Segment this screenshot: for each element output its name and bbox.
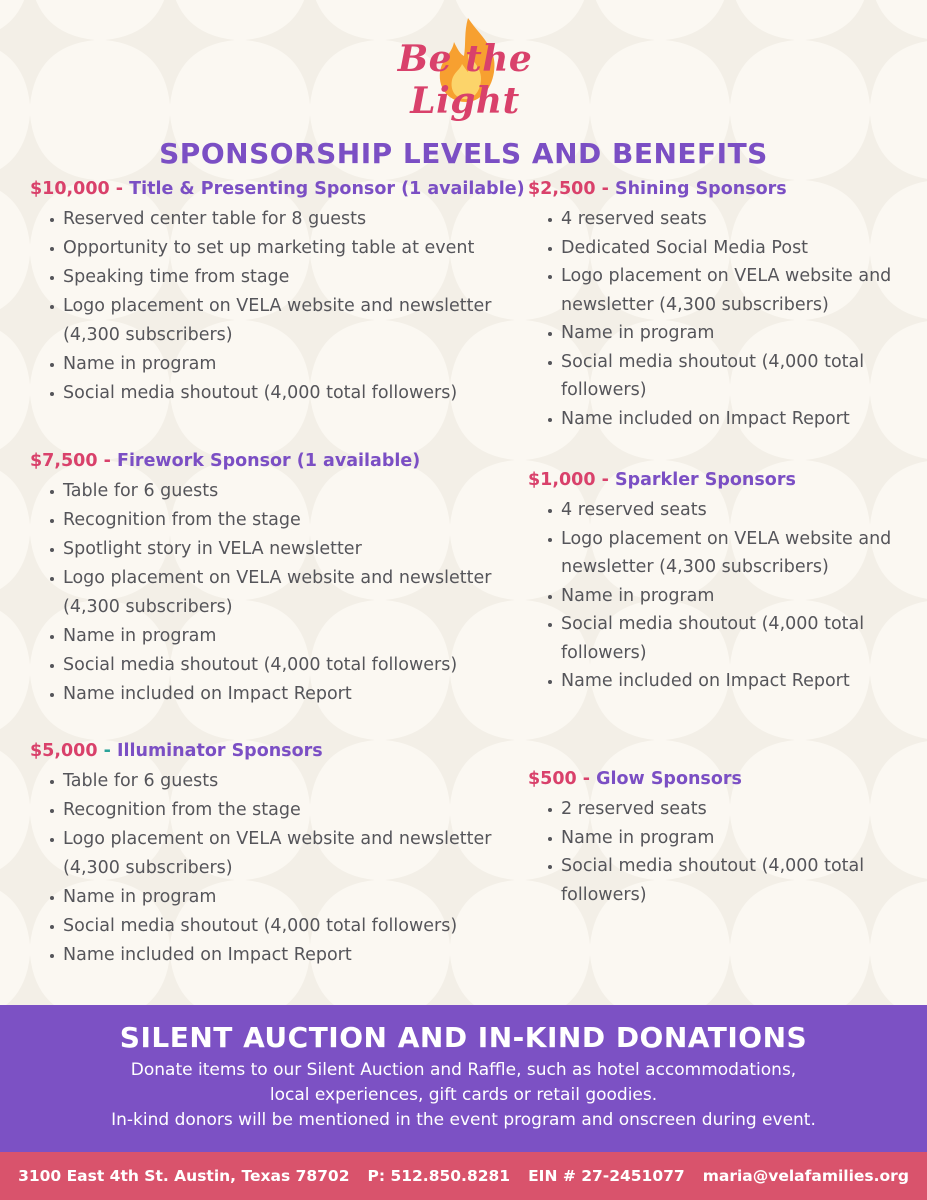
- benefit-item: Name included on Impact Report: [528, 667, 913, 696]
- benefit-list: [30, 767, 520, 970]
- benefit-item: Recognition from the stage: [30, 796, 520, 825]
- tier-shining: [528, 178, 913, 433]
- benefit-item: Logo placement on VELA website and newsletter (4,300 subscribers): [528, 262, 913, 319]
- footer-phone: P: 512.850.8281: [367, 1167, 511, 1185]
- benefit-item: Recognition from the stage: [30, 506, 520, 535]
- benefit-list: [528, 205, 913, 433]
- benefit-item: Name included on Impact Report: [528, 405, 913, 434]
- benefit-item: Social media shoutout (4,000 total followers): [30, 912, 520, 941]
- footer-email[interactable]: maria@velafamilies.org: [702, 1167, 909, 1185]
- tier-heading: [528, 178, 913, 200]
- benefit-item: Social media shoutout (4,000 total followers): [528, 852, 913, 909]
- tier-name: Illuminator Sponsors: [116, 741, 323, 761]
- benefit-item: Reserved center table for 8 guests: [30, 205, 520, 234]
- benefit-item: Name in program: [30, 350, 520, 379]
- tier-sparkler: [528, 469, 913, 696]
- tier-name: Firework Sponsor (1 available): [116, 451, 421, 471]
- benefit-list: [528, 795, 913, 909]
- benefit-item: Social media shoutout (4,000 total followers): [528, 610, 913, 667]
- benefit-item: Social media shoutout (4,000 total followers): [30, 651, 520, 680]
- donation-line-1: Donate items to our Silent Auction and Raffle, such as hotel accommodations,: [130, 1060, 797, 1080]
- tier-illuminator: [30, 740, 520, 970]
- benefit-list: [30, 477, 520, 709]
- contact-footer: [0, 1152, 927, 1200]
- benefit-item: Name in program: [528, 582, 913, 611]
- footer-ein: EIN # 27-2451077: [528, 1167, 685, 1185]
- tier-name: Sparkler Sponsors: [614, 470, 796, 490]
- benefit-list: [30, 205, 520, 408]
- benefit-item: Logo placement on VELA website and newsletter (4,300 subscribers): [30, 292, 520, 350]
- benefit-item: Name in program: [528, 824, 913, 853]
- tier-glow: [528, 768, 913, 909]
- donation-banner: [0, 1005, 927, 1152]
- benefit-list: [528, 496, 913, 696]
- tier-amount: $500: [528, 769, 577, 789]
- benefit-item: Dedicated Social Media Post: [528, 234, 913, 263]
- donation-line-2: local experiences, gift cards or retail goodies.: [269, 1085, 658, 1105]
- be-the-light-logo: [350, 14, 580, 122]
- tier-separator: -: [97, 741, 117, 761]
- benefit-item: Table for 6 guests: [30, 767, 520, 796]
- donation-line-3: In-kind donors will be mentioned in the event program and onscreen during event.: [111, 1110, 816, 1130]
- benefit-item: Social media shoutout (4,000 total followers): [30, 379, 520, 408]
- tier-separator: -: [109, 179, 130, 199]
- tier-separator: -: [576, 769, 597, 789]
- tier-name: Title & Presenting Sponsor (1 available): [129, 179, 525, 199]
- benefit-item: Speaking time from stage: [30, 263, 520, 292]
- tier-separator: -: [595, 179, 615, 199]
- benefit-item: Logo placement on VELA website and newsletter (4,300 subscribers): [528, 525, 913, 582]
- tier-separator: -: [97, 451, 117, 471]
- tier-amount: $7,500: [30, 451, 98, 471]
- benefit-item: 4 reserved seats: [528, 205, 913, 234]
- tier-name: Shining Sponsors: [614, 179, 787, 199]
- benefit-item: Name in program: [30, 883, 520, 912]
- benefit-item: Name in program: [528, 319, 913, 348]
- tier-heading: [30, 450, 520, 472]
- benefit-item: Spotlight story in VELA newsletter: [30, 535, 520, 564]
- benefit-item: Social media shoutout (4,000 total followers): [528, 348, 913, 405]
- tier-name: Glow Sponsors: [596, 769, 742, 789]
- benefit-item: Opportunity to set up marketing table at event: [30, 234, 520, 263]
- tier-separator: -: [595, 470, 615, 490]
- tier-heading: [528, 469, 913, 491]
- page-title: SPONSORSHIP LEVELS AND BENEFITS: [159, 136, 768, 170]
- benefit-item: Logo placement on VELA website and newsletter (4,300 subscribers): [30, 825, 520, 883]
- benefit-item: Name in program: [30, 622, 520, 651]
- benefit-item: Logo placement on VELA website and newsletter (4,300 subscribers): [30, 564, 520, 622]
- tier-title-presenting: [30, 178, 525, 408]
- tier-heading: [30, 740, 520, 762]
- benefit-item: Name included on Impact Report: [30, 680, 520, 709]
- benefit-item: Name included on Impact Report: [30, 941, 520, 970]
- tier-amount: $2,500: [528, 179, 596, 199]
- logo-text: Be the Light: [397, 38, 533, 122]
- donation-title: SILENT AUCTION AND IN-KIND DONATIONS: [119, 1021, 808, 1054]
- footer-address: 3100 East 4th St. Austin, Texas 78702: [18, 1167, 350, 1185]
- tier-amount: $5,000: [30, 741, 98, 761]
- benefit-item: Table for 6 guests: [30, 477, 520, 506]
- tier-heading: [528, 768, 913, 790]
- benefit-item: 4 reserved seats: [528, 496, 913, 525]
- tier-heading: [30, 178, 525, 200]
- tier-firework: [30, 450, 520, 709]
- benefit-item: 2 reserved seats: [528, 795, 913, 824]
- tier-amount: $10,000: [30, 179, 110, 199]
- tier-amount: $1,000: [528, 470, 596, 490]
